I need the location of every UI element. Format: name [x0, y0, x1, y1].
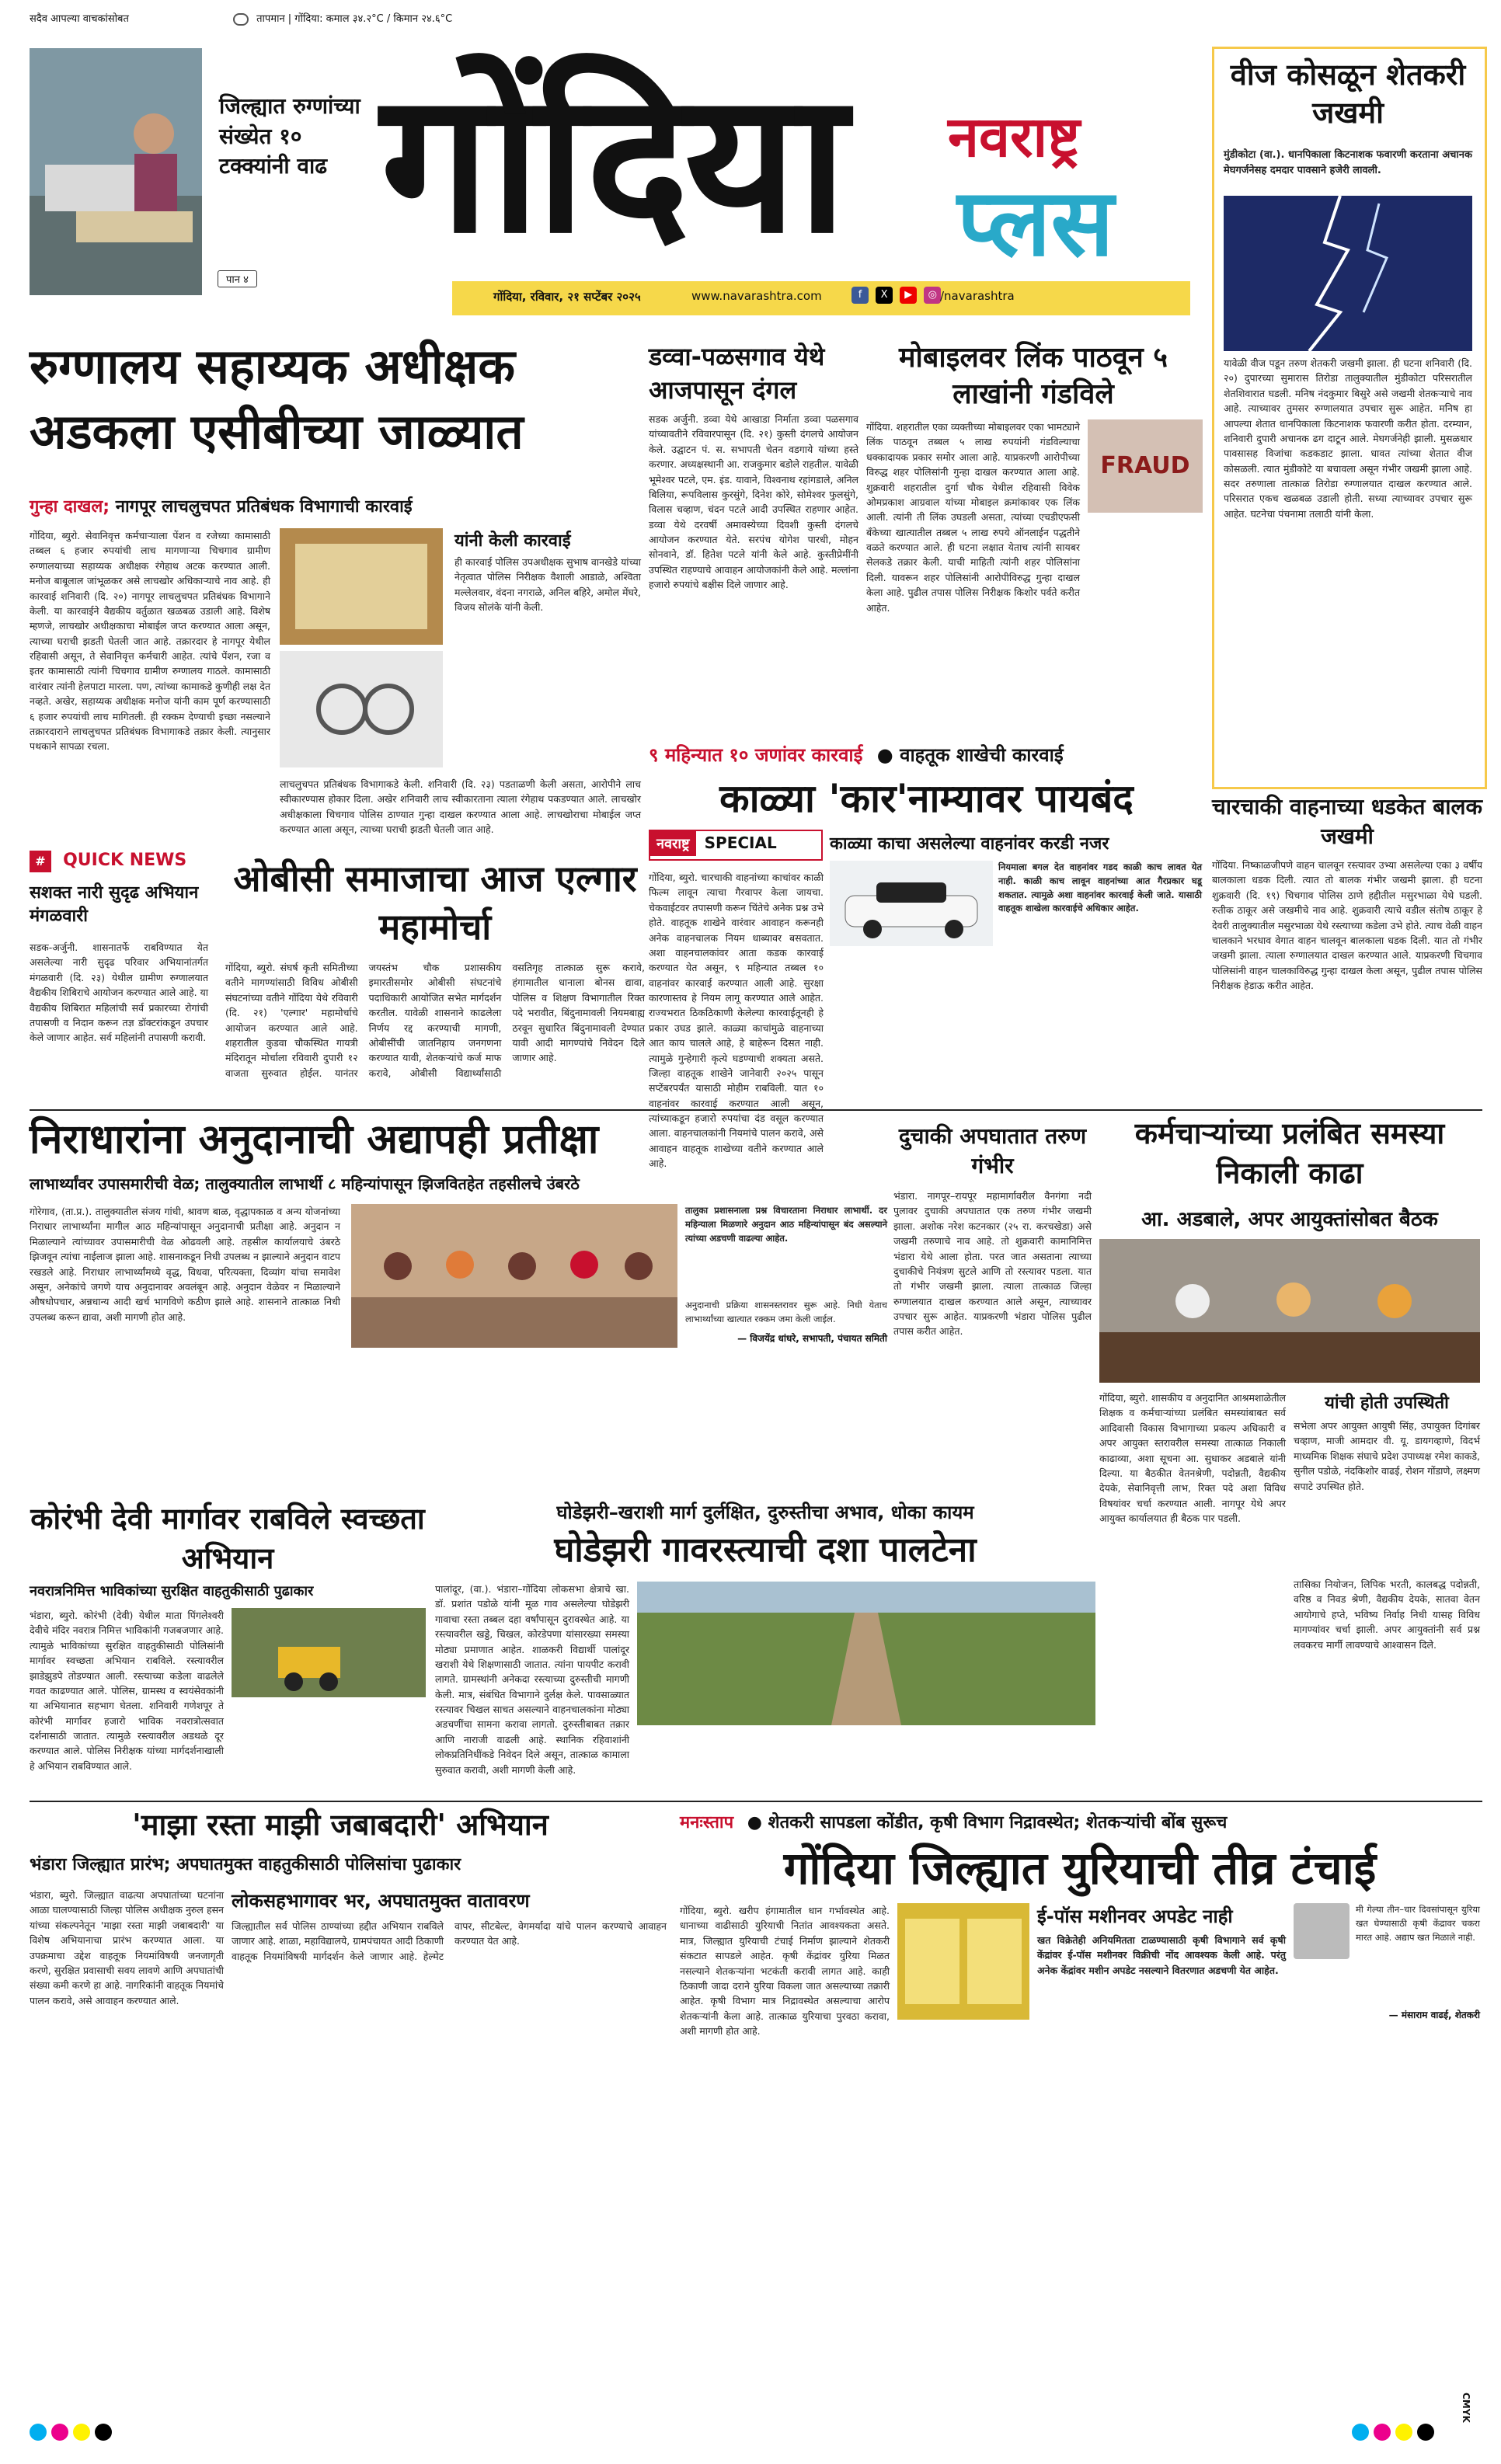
urea-strap	[680, 1810, 1480, 1833]
fraud-body: गोंदिया. शहरातील एका व्यक्तीच्या मोबाइलवर एका भामट्याने लिंक पाठवून तब्बल ५ लाख रुपयांनी गंडविल्याचा धक्कादायक प्रकार समोर आला आहे. याप्रकरणी आरोपीच्या विरुद्ध शहर पोलिसांनी गुन्हा दाखल करण्यात आला आहे. शुक्रवारी शहरातील दुर्गा चौक येथील रहिवासी विवेक ओमप्रकाश आग्रवाल यांच्या मोबाइल क्रमांकावर एक लिंक आली. त्यांनी ती लिंक उघडली असता, त्यांच्या एचडीएफसी बँकेच्या खात्यातील तब्बल ५ लाख रुपये ऑनलाईन पद्धतीने वळते करण्यात आले. ही घटना लक्षात येताच त्यांनी सायबर सेलकडे तक्रार केली. याची माहिती त्यांनी शहर पोलिसांना दिली. यावरून शहर पोलिसांनी आरोपीविरुद्ध गुन्हा दाखल केला आहे. पुढील तपास पोलिस निरीक्षक किशोर पर्वते करीत आहेत.	[866, 421, 1080, 614]
avatar	[1294, 1903, 1350, 1959]
main-body2: लाचलुचपत प्रतिबंधक विभागाकडे केली. शनिवारी (दि. २३) पडताळणी केली असता, आरोपीने लाच स्वीकारण्यास होकार दिला. अखेर शनिवारी लाच स्वीकारताना त्याला रंगेहाथ पकडण्यात आले. लाचखोर अधीक्षकाला चिचगाव पोलिस ठाण्यात गुन्हा दाखल करण्यात आला आहे. लाचखोराचा मोबाईल जप्त करण्यात आला असून, त्याच्या घराची झडती घेतली जात आहे.	[280, 778, 641, 836]
dukaki-headline: दुचाकी अपघातात तरुण गंभीर	[898, 1123, 1087, 1178]
korambhi-photo	[232, 1608, 426, 1697]
masthead-title: गोंदिया	[381, 50, 843, 276]
korambhi-subhead: नवरात्रनिमित्त भाविकांच्या सुरक्षित वाहतुकीसाठी पुढाकार	[30, 1583, 314, 1599]
urea-body: गोंदिया, ब्युरो. खरीप हंगामातील धान गर्भावस्थेत आहे. धानाच्या वाढीसाठी युरियाची नितांत आवश्यकता असते. मात्र, जिल्ह्यात युरियाची टंचाई निर्माण झाल्याने शेतकरी संकटात सापडले आहेत. कृषी केंद्रांवर युरिया मिळत नसल्याने शेतकऱ्यांना भटकंती करावी लागत आहे. काही ठिकाणी जादा दराने युरिया विकला जात असल्याच्या तक्रारी आहेत. कृषी विभाग मात्र निद्रावस्थेत असल्याचा आरोप शेतकऱ्यांनी केला आहे. तात्काळ युरियाचा पुरवठा करावा, अशी मागणी होत आहे.	[680, 1905, 890, 2037]
kaar-strap-red: ९ महिन्यात १० जणांवर कारवाई	[649, 744, 863, 766]
hospital-photo-illustration	[30, 48, 202, 295]
child-headline: चारचाकी वाहनाच्या धडकेत बालक जखमी	[1212, 794, 1482, 849]
section-divider-2	[30, 1801, 1482, 1802]
meeting-photo-illustration	[1099, 1239, 1480, 1383]
karmachari-photo	[1099, 1239, 1480, 1383]
special-brand: नवराष्ट्र	[650, 831, 696, 856]
dawwa-body: सडक अर्जुनी. डव्वा येथे आखाडा निर्माता डव्वा पळसगाव यांच्यावतीने रविवारपासून (दि. २१) कुस्ती दंगलचे आयोजन केले. उद्घाटन पं. स. सभापती चेतन वडगाये यांच्या हस्ते करणार. अध्यक्षस्थानी आ. राजकुमार बडोले राहतील. यावेळी भूमेश्वर पटले, एम. इंड. यावाने, विश्वनाथ रहांगडाले, अनिल बिलिया, रूपविलास कुरसुंगे, दिनेश कोरे, सोमेश्वर फुलसुंगे, विलास चव्हाण, चंदन पटले आदी उपस्थित राहणार आहेत. डव्वा येथे दरवर्षी अमावस्येच्या दिवशी कुस्ती दंगलचे आयोजन करण्यात येते. सरपंच योगेश पारधी, मोहन सोनवाने, डॉ. हितेश पटले यांनी केले आहे. कुस्तीप्रेमींनी उपस्थित राहण्याचे आवाहन आयोजकांनी केले आहे. मल्लांना हजारो रुपयांचे बक्षीस दिले जाणार आहे.	[649, 413, 858, 591]
files-photo-illustration	[280, 528, 443, 645]
urea-quote: मी गेल्या तीन–चार दिवसांपासून युरिया खत घेण्यासाठी कृषी केंद्रावर चकरा मारत आहे. अद्याप खत मिळाले नाही.	[1356, 1904, 1480, 1943]
weather-info	[233, 11, 452, 26]
niradhar-photo-caption: तालुका प्रशासनाला प्रश्न विचारताना निराधार लाभार्थी. दर महिन्याला मिळणारे अनुदान आठ महिन्यांपासून बंद असल्याने त्यांच्या अडचणी वाढल्या आहेत.	[685, 1205, 887, 1244]
yellow-dot-icon	[73, 2424, 90, 2441]
teaser-left-text: जिल्ह्यात रुग्णांच्या संख्येत १० टक्क्यांनी वाढ	[219, 93, 360, 179]
dawwa-headline: डव्वा-पळसगाव येथे आजपासून दंगल	[649, 342, 825, 405]
handcuff-illustration	[280, 651, 443, 767]
karmachari-subhead: आ. अडबाले, अपर आयुक्तांसोबत बैठक	[1141, 1208, 1438, 1231]
main-headline: रुग्णालय सहाय्यक अधीक्षक अडकला एसीबीच्या जाळ्यात	[30, 338, 524, 460]
hash-icon: #	[30, 851, 51, 872]
main-photo-1	[280, 528, 443, 645]
cyan-dot-icon-2	[1352, 2424, 1369, 2441]
car-photo	[830, 861, 993, 946]
quick-news-headline: सशक्त नारी सुदृढ अभियान मंगळवारी	[30, 883, 199, 926]
special-label: SPECIAL	[704, 834, 777, 852]
urea-body-b	[897, 2031, 1480, 2276]
maza-rasta-subhead: भंडारा जिल्ह्यात प्रारंभ; अपघातमुक्त वाहतुकीसाठी पोलिसांचा पुढाकार	[30, 1855, 461, 1874]
facebook-icon[interactable]: f	[851, 287, 869, 304]
maza-rasta-body: भंडारा, ब्युरो. जिल्ह्यात वाढत्या अपघातांच्या घटनांना आळा घालण्यासाठी जिल्हा पोलिस अधीक्षक नुरुल हसन यांच्या संकल्पनेतून 'माझा रस्ता माझी जबाबदारी' या विशेष अभियानाचा प्रारंभ करण्यात आला. या उपक्रमाचा उद्देश वाहतूक नियमांविषयी जनजागृती करणे, सुरक्षित प्रवासाची सवय लावणे आणि अपघातांची संख्या कमी करणे हा आहे. नागरिकांनी वाहतूक नियमांचे पालन करावे, असे आवाहन करण्यात आले.	[30, 1889, 224, 2006]
korambhi-body: भंडारा, ब्युरो. कोरंभी (देवी) येथील माता पिंगलेश्वरी देवीचे मंदिर नवरात्र निमित्त भाविकांनी गजबजणार आहे. त्यामुळे भाविकांच्या सुरक्षित वाहतुकीसाठी पोलिसांनी मार्गावर स्वच्छता अभियान राबविले. रस्त्यावरील झाडेझुडपे तोडण्यात आली. रस्त्याच्या कडेला वाढलेले गवत काढण्यात आले. पोलिस, ग्रामस्थ व स्वयंसेवकांनी या अभियानात सहभाग घेतला. शनिवारी गणेशपूर ते कोरंभी मार्गावर हजारो भाविक नवरात्रोत्सवात दर्शनासाठी जातात. त्यामुळे रस्त्यावरील अडथळे दूर करण्यात आले. पोलिस निरीक्षक यांच्या मार्गदर्शनाखाली हे अभियान राबविण्यात आले.	[30, 1610, 224, 1772]
maza-rasta-subhead-2: लोकसहभागावर भर, अपघातमुक्त वातावरण	[232, 1890, 530, 1912]
teaser-right-body: यावेळी वीज पडून तरुण शेतकरी जखमी झाला. ही घटना शनिवारी (दि. २०) दुपारच्या सुमारास तिरोडा तालुक्यातील मुंडीकोटा परिसरातील शेतशिवारात घडली. मनिष नंदकुमार बिसुरे असे जखमी शेतकऱ्याचे नाव आहे. त्याच्यावर तुमसर रुग्णालयात उपचार सुरू आहेत. मनिष हा आपल्या शेतात धानपिकाला किटनाशक फवारणी करीत होता. दरम्यान, शनिवारी दुपारी अचानक ढग दाटून आले. मेघगर्जनेही झाली. मुसळधार पावसासह विजांचा कडकडाट झाला. धावत त्यांच्या शेतात वीज कोसळली. त्यात मुंडीकोटे या बचावला असून गंभीर जखमी झाला आहे. सदर तरुणाला तात्काळ तिरोडा रुग्णालयात दाखल करण्यात आले. परिसरात एकच खळबळ उडाली होती. सध्या त्याच्यावर उपचार सुरू आहेत. घटनेचा पंचनामा तलाठी यांनी केला.	[1224, 357, 1472, 520]
dukaki-body: भंडारा. नागपूर–रायपूर महामार्गावरील वैनगंगा नदी पुलावर दुचाकी अपघातात एक तरुण गंभीर जखमी झाला. अशोक नरेश कटनकार (२५ रा. करचखेडा) असे जखमी तरुणाचे नाव आहे. तो शुक्रवारी कामानिमित्त भंडारा येथे आला होता. परत जात असताना त्याच्या दुचाकीचे नियंत्रण सुटले आणि तो रस्त्यावर पडला. यात तो गंभीर जखमी झाला. त्याला तात्काळ जिल्हा रुग्णालयात दाखल करण्यात आले असून, त्याच्यावर उपचार सुरू आहेत. याप्रकरणी भंडारा पोलिस पुढील तपास करीत आहेत.	[893, 1190, 1092, 1338]
quick-news-body: सडक-अर्जुनी. शासनातर्फे राबविण्यात येत असलेल्या नारी सुदृढ परिवार अभियानांतर्गत मंगळवारी (दि. २३) येथील ग्रामीण रुग्णालयात वैद्यकीय शिबिराचे आयोजन करण्यात आले आहे. या वैद्यकीय शिबिरात महिलांची सर्व प्रकारच्या रोगांची तपासणी व निदान करून तज्ञ डॉक्टरांकडून उपचार केले जाणार आहेत. सर्व महिलांनी तपासणी करावी.	[30, 941, 209, 1044]
urea-quote-author: — मंसाराम वाढई, शेतकरी	[1388, 2010, 1480, 2020]
niradhar-body: गोरेगाव, (ता.प्र.). तालुक्यातील संजय गांधी, श्रावण बाळ, वृद्धापकाळ व अन्य योजनांच्या निराधार लाभार्थ्यांना मागील आठ महिन्यांपासून अनुदानाची प्रतीक्षा आहे. अनुदान न मिळाल्याने त्यांच्यावर उपासमारीची वेळ ओढवली आहे. तहसील कार्यालयाचे उंबरठे झिजवून त्यांचा नाईलाज झाला आहे. शासनाकडून निधी उपलब्ध न झाल्याने अनुदान वाटप रखडले आहे. निराधार लाभार्थ्यांमध्ये वृद्ध, विधवा, परित्यक्ता, दिव्यांग यांचा समावेश असून, अनेकांचे जगणे याच अनुदानावर अवलंबून आहे. अनुदान वेळेवर न मिळाल्याने औषधोपचार, अन्नधान्य आदी खर्च भागविणे कठीण झाले आहे. शासनाने तात्काळ निधी उपलब्ध करून द्यावा, अशी मागणी होत आहे.	[30, 1206, 340, 1323]
teaser-right-intro: मुंडीकोटा (वा.). धानपिकाला किटनाशक फवारणी करताना अचानक मेघगर्जनेसह दमदार पावसाने हजेरी लावली.	[1224, 149, 1472, 177]
obc-body: गोंदिया, ब्युरो. संघर्ष कृती समितीच्या वतीने मागण्यांसाठी विविध ओबीसी संघटनांच्या वतीने गोंदिया येथे रविवारी (दि. २१) 'एल्गार' महामोर्चाचे आयोजन करण्यात आले आहे. शहरातील कुडवा चौकस्थित गायत्री मंदिरातून मोर्चाला रविवारी दुपारी १२ वाजता सुरुवात होईल. यानंतर जयस्तंभ चौक प्रशासकीय इमारतीसमोर ओबीसी संघटनांचे पदाधिकारी आयोजित सभेत मार्गदर्शन करतील. यावेळी शासनाने काढलेला निर्णय रद्द करण्याची मागणी, ओबीसींची जातनिहाय जनगणना करण्यात यावी, शेतकऱ्यांचे कर्ज माफ करावे, ओबीसी विद्यार्थ्यांसाठी वसतिगृह तात्काळ सुरू करावे, हंगामातील धानाला बोनस द्यावा, पोलिस व शिक्षण विभागातील रिक्त पदे भरावीत, बिंदुनामावली नियमबाह्य ठरवून सुधारित बिंदुनामावली देण्यात यावी आदी मागण्यांचे निवेदन दिले जाणार आहे.	[225, 962, 645, 1079]
karmachari-body: गोंदिया, ब्युरो. शासकीय व अनुदानित आश्रमशाळेतील शिक्षक व कर्मचाऱ्यांच्या प्रलंबित समस्यांबाबत सर्व आदिवासी विकास विभागाच्या प्रकल्प अधिकारी व अपर आयुक्त स्तरावरील समस्या तात्काळ निकाली काढाव्या, अशा सूचना आ. सुधाकर अडबाले यांनी दिल्या. या बैठकीत वेतनश्रेणी, पदोन्नती, वैद्यकीय देयके, सेवानिवृत्ती लाभ, रिक्त पदे अशा विविध विषयांवर चर्चा करण्यात आली. नागपूर येथे अपर आयुक्त कार्यालयात ही बैठक पार पडली.	[1099, 1392, 1286, 1524]
urea-strap-label: मनःस्ताप	[680, 1813, 734, 1832]
kaar-body: गोंदिया, ब्युरो. चारचाकी वाहनांच्या काचांवर काळी फिल्म लावून त्याचा गैरवापर केला जायचा. चेकवाईटवर तपासणी करून चिंतेचे अनेक प्रश्न उभे होते. वाहतूक शाखेने वारंवार आवाहन करूनही अनेक वाहनचालक नियम धाब्यावर बसवतात. अशा वाहनचालकांवर आता कडक कारवाई करण्यात येत असून, ९ महिन्यात तब्बल १० वाहनांवर कारवाई करण्यात आली आहे. सुरक्षा कारणास्तव हे नियम लागू करण्यात आले आहेत. राज्यभरात ठिकठिकाणी केलेल्या कारवाईतूनही हे प्रकार उघड झाले. काळ्या काचांमुळे वाहनाच्या आत काय चालले आहे, हे बाहेरून दिसत नाही. त्यामुळे गुन्हेगारी कृत्ये घडण्याची शक्यता असते. जिल्हा वाहतूक शाखेने जानेवारी २०२५ पासून सप्टेंबरपर्यंत यासाठी मोहीम राबविली. यात १० वाहनांवर कारवाई करण्यात आली असून, त्यांच्याकडून हजारो रुपयांचा दंड वसूल करण्यात आला. वाहनचालकांनी नियमांचे पालन करावे, असे आवाहन वाहतूक शाखेच्या वतीने करण्यात आले आहे.	[649, 872, 824, 1170]
car-photo-caption: नियमाला बगल देत वाहनांवर गडद काळी काच लावत येत नाही. काळी काच लावून वाहनांच्या आत गैरप्रकार घडू शकतात. त्यामुळे अशा वाहनांवर कारवाई केली जाते. यासाठी वाहतूक शाखेला कारवाईचे अधिकार आहेत.	[998, 861, 1202, 914]
section-divider	[30, 1109, 1482, 1111]
social-icons	[851, 286, 944, 304]
top-tagline: सदैव आपल्या वाचकांसोबत	[30, 13, 129, 25]
magenta-dot-icon-2	[1374, 2424, 1391, 2441]
obc-headline: ओबीसी समाजाचा आज एल्गार महामोर्चा	[233, 858, 637, 948]
ghodzari-strap: घोडेझरी–खराशी मार्ग दुर्लक्षित, दुरुस्तीचा अभाव, धोका कायम	[556, 1502, 974, 1523]
road-photo-illustration	[637, 1582, 1095, 1725]
kaar-strap	[649, 742, 1204, 767]
color-registration-left	[30, 2424, 117, 2444]
brand-plus: प्लस	[957, 169, 1114, 277]
fraud-graphic	[1088, 419, 1203, 513]
lightning-icon	[1224, 196, 1472, 351]
ghodzari-headline: घोडेझरी गावरस्त्याची दशा पालटेना	[554, 1530, 977, 1570]
karmachari-subhead-2: यांची होती उपस्थिती	[1325, 1394, 1449, 1413]
youtube-icon[interactable]: ▶	[900, 287, 917, 304]
teaser-left-page[interactable]: पान ४	[218, 270, 257, 287]
black-dot-icon	[95, 2424, 112, 2441]
group-photo-illustration	[351, 1204, 677, 1348]
child-body: गोंदिया. निष्काळजीपणे वाहन चालवून रस्त्यावर उभ्या असलेल्या एका ३ वर्षीय बालकाला धडक दिली. त्यात तो बालक गंभीर जखमी झाला. ही घटना शुक्रवारी (दि. १९) चिचगाव पोलिस ठाणे हद्दीतील मसुरभाळा येथे घडली. रुतीक ठाकूर असे जखमीचे नाव आहे. शुक्रवारी त्याचे वडील संतोष ठाकूर हे देवरी तालुक्यातील मसुरभाळा येथे रस्त्याच्या कडेला उभे होते. त्याच वेळी वाहन चालकाने भरधाव वेगात वाहन चालवून बालकाला धडक दिली. यात तो गंभीर जखमी झाला. त्याला रुग्णालयात दाखल करण्यात आले. याप्रकरणी चिचगाव पोलिसांनी वाहन चालकाविरुद्ध गुन्हा दाखल केला असून, पुढील तपास पोलिस निरीक्षक हेडाऊ करीत आहेत.	[1212, 859, 1482, 991]
ghodzari-body-b	[637, 1731, 1095, 1796]
dateline: गोंदिया, रविवार, २१ सप्टेंबर २०२५	[493, 290, 641, 304]
kaar-subhead: काळ्या काचा असलेल्या वाहनांवर करडी नजर	[830, 834, 1109, 854]
main-subhead: यांनी केली कारवाई	[454, 531, 571, 551]
ghodzari-photo	[637, 1582, 1095, 1725]
karmachari-body2: तासिका नियोजन, लिपिक भरती, कालबद्ध पदोन्नती, वरिष्ठ व निवड श्रेणी, वैद्यकीय देयके, सातवा वेतन आयोगाचे हप्ते, भविष्य निर्वाह निधी यासह विविध मागण्यांवर चर्चा झाली. अपर आयुक्तांनी सर्व प्रश्न लवकरच मार्गी लावण्याचे आश्वासन दिले.	[1294, 1578, 1480, 1651]
maza-rasta-subbody: जिल्ह्यातील सर्व पोलिस ठाण्यांच्या हद्दीत अभियान राबविले जाणार आहे. शाळा, महाविद्यालये, ग्रामपंचायत आदी ठिकाणी वाहतूक नियमांविषयी मार्गदर्शन केले जाणार आहे. हेल्मेट वापर, सीटबेल्ट, वेगमर्यादा यांचे पालन करण्याचे आवाहन करण्यात येत आहे.	[232, 1920, 667, 1962]
website-link[interactable]: www.navarashtra.com	[691, 289, 822, 303]
cmyk-code: CMYK	[1461, 2393, 1471, 2423]
social-handle[interactable]: /navarashtra	[940, 289, 1015, 303]
niradhar-quote: अनुदानाची प्रक्रिया शासनस्तरावर सुरू आहे. निधी येताच लाभार्थ्यांच्या खात्यात रक्कम जमा केली जाईल.	[685, 1300, 887, 1324]
instagram-icon[interactable]: ◎	[924, 287, 941, 304]
kaar-strap2: वाहतूक शाखेची कारवाई	[900, 744, 1064, 766]
ghodzari-body: पालांदूर, (वा.). भंडारा–गोंदिया लोकसभा क्षेत्राचे खा. डॉ. प्रशांत पडोळे यांनी मूळ गाव असलेल्या घोडेझरी गावाचा रस्ता तब्बल दहा वर्षांपासून दुरावस्थेत आहे. या रस्त्यावरील खड्डे, चिखल, कोरडेपणा यांसारख्या समस्या मोठ्या प्रमाणात आहेत. शाळकरी विद्यार्थी पालांदूर खराशी येथे शिक्षणासाठी जातात. त्यांना पायपीट करावी लागते. ग्रामस्थांनी अनेकदा रस्त्याच्या दुरुस्तीची मागणी केली. मात्र, संबंधित विभागाने दुर्लक्ष केले. पावसाळ्यात रस्त्यावर चिखल साचत असल्याने वाहनचालकांना मोठ्या अडचणींचा सामना करावा लागतो. दुरुस्तीबाबत तक्रार आणि नाराजी वाढली आहे. स्थानिक रहिवाशांनी लोकप्रतिनिधींकडे निवेदन दिले असून, तात्काळ कामाला सुरुवात करावी, अशी मागणी केली आहे.	[435, 1583, 629, 1776]
main-kicker	[30, 494, 643, 517]
niradhar-headline: निराधारांना अनुदानाची अद्यापही प्रतीक्षा	[30, 1116, 599, 1163]
weather-text: तापमान | गोंदिया: कमाल ३४.२°C / किमान २४.६°C	[256, 13, 453, 25]
urea-subbody: खत विक्रेतेही अनियमितता टाळण्यासाठी कृषी विभागाने सर्व कृषी केंद्रांवर ई-पॉस मशीनवर विक्रीची नोंद आवश्यक केली आहे. परंतु अनेक केंद्रांवर मशीन अपडेट नसल्याने वितरणात अडचणी येत आहेत.	[1037, 1934, 1286, 1976]
urea-headline: गोंदिया जिल्ह्यात युरियाची तीव्र टंचाई	[783, 1842, 1377, 1895]
main-kicker-red: गुन्हा दाखल;	[30, 497, 110, 517]
fraud-graphic-text: FRAUD	[1100, 452, 1190, 479]
main-photo-2	[280, 651, 443, 767]
yellow-dot-icon-2	[1395, 2424, 1412, 2441]
x-icon[interactable]: X	[876, 287, 893, 304]
main-subbody: ही कारवाई पोलिस उपअधीक्षक सुभाष वानखेडे यांच्या नेतृत्वात पोलिस निरीक्षक वैशाली आडाळे, अश्विता मल्लेलवार, वंदना नगराळे, अनिल बहिरे, अमोल मेंघरे, विजय सोलंके यांनी केली.	[454, 556, 641, 614]
korambhi-headline: कोरंभी देवी मार्गावर राबविले स्वच्छता अभियान	[30, 1502, 425, 1576]
fraud-headline: मोबाइलवर लिंक पाठवून ५ लाखांनी गंडविले	[899, 342, 1168, 410]
kaar-headline: काळ्या 'कार'नाम्यावर पायबंद	[719, 776, 1134, 821]
karmachari-headline: कर्मचाऱ्यांच्या प्रलंबित समस्या निकाली काढा	[1134, 1116, 1445, 1191]
quick-news-label	[30, 851, 208, 875]
main-body2-b	[454, 676, 641, 847]
car-illustration	[830, 861, 993, 946]
cyan-dot-icon	[30, 2424, 47, 2441]
karmachari-subbody: सभेला अपर आयुक्त आयुषी सिंह, उपायुक्त दिगांबर चव्हाण, माजी आमदार वी. यू. डायगव्हाणे, विदर्भ माध्यमिक शिक्षक संघाचे प्रदेश उपाध्यक्ष रमेश काकडे, सुनील पडोळे, नंदकिशोर वाढई, रोशन गोंडाणे, लक्ष्मण सपाटे उपस्थित होते.	[1294, 1420, 1480, 1492]
weather-icon	[233, 13, 249, 26]
special-badge	[649, 830, 823, 861]
maza-rasta-headline: 'माझा रस्ता माझी जबाबदारी' अभियान	[132, 1808, 549, 1842]
brand-navarashtra: नवराष्ट्र	[948, 104, 1081, 169]
jcb-photo-illustration	[232, 1608, 426, 1697]
teaser-left-photo	[30, 48, 202, 295]
niradhar-quote-author: — विजयेंद्र धांधरे, सभापती, पंचायत समिती	[737, 1333, 887, 1344]
main-body: गोंदिया, ब्युरो. सेवानिवृत्त कर्मचाऱ्याला पेंशन व रजेच्या कामासाठी तब्बल ६ हजार रुपयांची लाच मागणाऱ्या चिचगाव ग्रामीण रुग्णालयाच्या सहाय्यक अधीक्षक रंगेहाथ अटक करण्यात आली. मनोज बाबूलाल जांभूळकर असे लाचखोर अधिकाऱ्याचे नाव आहे. ही कारवाई शनिवारी (दि. २०) नागपूर लाचलुचपत प्रतिबंधक विभागाने केली. या कारवाईने वैद्यकीय वर्तुळात खळबळ उडाली आहे. विशेष म्हणजे, लाचखोर अधीक्षकाचा मोबाईल जप्त करण्यात आला असून, त्याच्या घराची झडती घेतली जात आहे. तक्रारदार हे नागपूर येथील रहिवासी असून, ते सेवानिवृत्त कर्मचारी आहेत. त्यांचे पेंशन, रजा व इतर कामासाठी त्यांनी चिचगाव ग्रामीण रुग्णालय गाठले. कामासाठी वारंवार त्यांनी हेलपाटा मारला. पण, त्यांच्या कामाकडे कुणीही लक्ष देत नव्हते. अखेर, सहाय्यक अधीक्षक मनोज यांनी काम पूर्ण करण्यासाठी ६ हजार रुपयांची लाच मागितली. ही रक्कम देण्याची इच्छा नसल्याने तक्रारदाराने लाचलुचपत प्रतिबंधक विभागाकडे तक्रार केली. त्यानुसार पथकाने सापळा रचला.	[30, 530, 270, 753]
color-registration-right	[1352, 2424, 1439, 2444]
urea-strap-text: शेतकरी सापडला कोंडीत, कृषी विभाग निद्रावस्थेत; शेतकऱ्यांची बोंब सुरूच	[768, 1813, 1228, 1832]
teaser-right-title: वीज कोसळून शेतकरी जखमी	[1230, 57, 1466, 131]
magenta-dot-icon	[51, 2424, 68, 2441]
niradhar-photo	[351, 1204, 677, 1348]
bullet-icon-2: ●	[747, 1813, 762, 1832]
kaar-body-b	[830, 952, 1203, 1104]
black-dot-icon-2	[1417, 2424, 1434, 2441]
urea-subhead: ई-पॉस मशीनवर अपडेट नाही	[1037, 1905, 1233, 1927]
main-kicker-text: नागपूर लाचलुचपत प्रतिबंधक विभागाची कारवाई	[115, 497, 413, 517]
niradhar-body-b	[351, 1356, 887, 1488]
korambhi-body-b	[232, 1703, 426, 1794]
niradhar-subhead: लाभार्थ्यांवर उपासमारीची वेळ; तालुक्यातील लाभार्थी ८ महिन्यांपासून झिजवितहेत तहसीलचे उंबरठे	[30, 1175, 580, 1193]
bullet-icon: ●	[876, 744, 893, 766]
fertilizer-bags-illustration	[897, 1903, 1029, 2020]
urea-photo	[897, 1903, 1029, 2020]
quick-news-title: QUICK NEWS	[63, 851, 187, 870]
lightning-photo	[1224, 196, 1472, 351]
